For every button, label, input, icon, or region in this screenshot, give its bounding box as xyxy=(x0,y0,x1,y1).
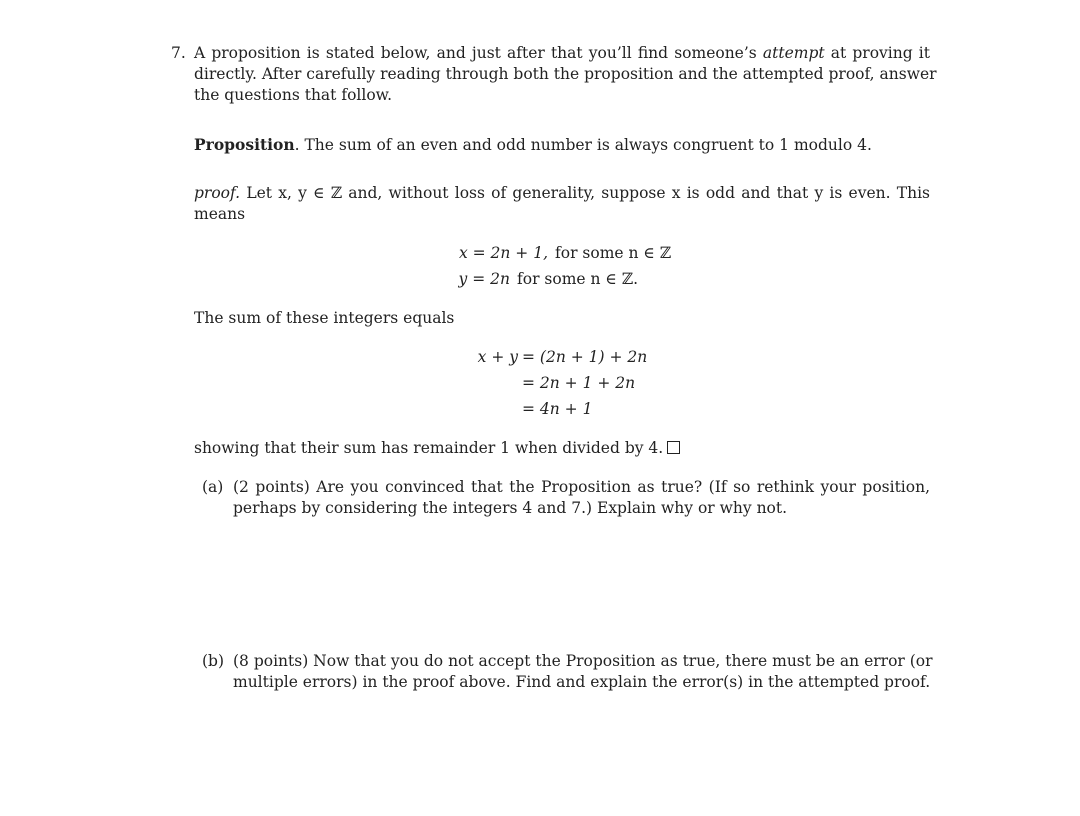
question-a-label: (a) xyxy=(202,478,224,496)
question-b-line-2: multiple errors) in the proof above. Find and explain the error(s) in the attempted proof. xyxy=(233,673,931,691)
intro-emphasis: attempt xyxy=(762,44,825,62)
qed-square-icon xyxy=(667,441,680,454)
eq1-rhs: for some n ∈ ℤ xyxy=(555,244,672,262)
eq2-rhs: for some n ∈ ℤ. xyxy=(517,270,639,288)
sum-step-2: = 2n + 1 + 2n xyxy=(522,374,636,392)
eq1-lhs: x = 2n + 1, xyxy=(458,244,548,262)
sum-step-1: = (2n + 1) + 2n xyxy=(522,348,648,366)
sum-intro: The sum of these integers equals xyxy=(194,309,455,327)
proof-line-1 xyxy=(194,183,930,204)
proof-label: proof. xyxy=(194,184,241,202)
question-a-line-2: perhaps by considering the integers 4 and 7.) Explain why or why not. xyxy=(233,499,788,517)
question-b-line-1: (8 points) Now that you do not accept the Proposition as true, there must be an error (or xyxy=(233,652,933,670)
proposition-label: Proposition xyxy=(194,135,295,154)
proof-conclusion xyxy=(194,438,680,459)
proposition-text: . The sum of an even and odd number is always congruent to 1 modulo 4. xyxy=(294,136,872,154)
problem-number: 7. xyxy=(171,44,186,62)
eq2-lhs: y = 2n xyxy=(458,270,510,288)
intro-text-a: A proposition is stated below, and just after that you’ll find someone’s xyxy=(194,44,757,62)
question-b-label: (b) xyxy=(202,652,225,670)
proof-line-2: means xyxy=(194,205,246,223)
sum-step-3: = 4n + 1 xyxy=(522,400,593,418)
intro-line-3: the questions that follow. xyxy=(194,86,393,104)
conclusion-text: showing that their sum has remainder 1 when divided by 4. xyxy=(194,439,664,457)
sum-lhs: x + y xyxy=(477,348,518,366)
intro-text-b: at proving it xyxy=(830,44,930,62)
intro-line-1 xyxy=(194,43,930,64)
intro-line-2: directly. After carefully reading through both the proposition and the attempted proof, answer xyxy=(194,65,937,83)
proof-text-1: Let x, y ∈ ℤ and, without loss of generality, suppose x is odd and that y is even. This xyxy=(246,184,930,202)
question-a-line-1: (2 points) Are you convinced that the Proposition as true? (If so rethink your position, xyxy=(233,478,930,496)
proposition xyxy=(194,134,872,156)
